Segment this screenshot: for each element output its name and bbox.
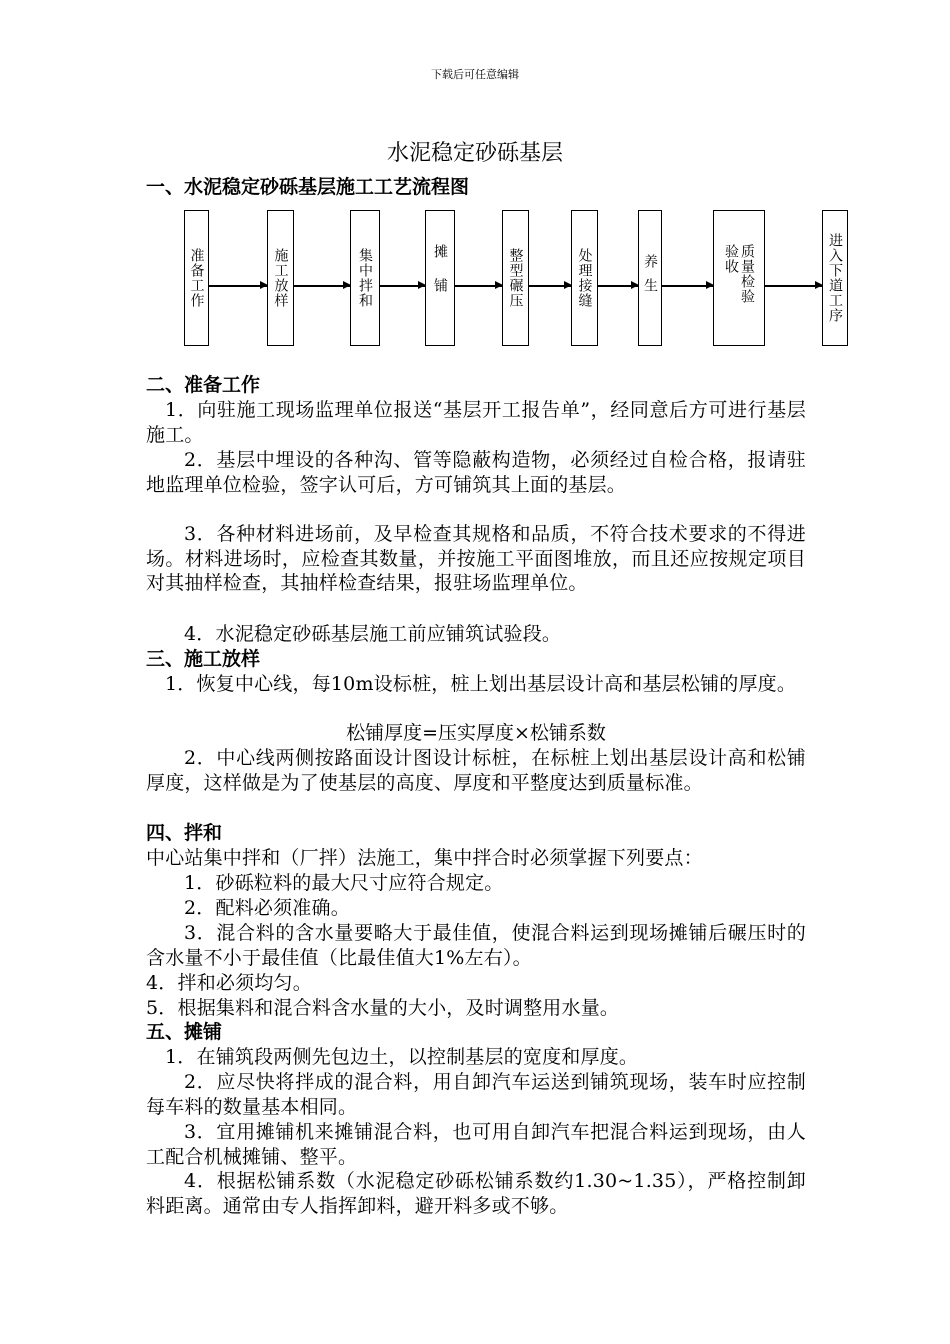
flow-step-label: 施工放样 [272, 248, 289, 308]
flow-arrow [662, 285, 713, 287]
flow-arrow [209, 285, 267, 287]
process-flowchart [0, 0, 950, 360]
section2-paragraph-1: 1．向驻施工现场监理单位报送“基层开工报告单”，经同意后方可进行基层施工。 [146, 399, 806, 446]
section4-intro: 中心站集中拌和（厂拌）法施工，集中拌合时必须掌握下列要点： [146, 847, 703, 869]
section3-paragraph-2: 2．中心线两侧按路面设计图设计标桩，在标桩上划出基层设计高和松铺厚度，这样做是为了使基层的高度、厚度和平整度达到质量标准。 [146, 747, 806, 794]
section4-item-3: 3．混合料的含水量要略大于最佳值，使混合料运到现场摊铺后碾压时的含水量不小于最佳值（比最佳值大1%左右）。 [146, 922, 806, 969]
section3-formula: 松铺厚度=压实厚度×松铺系数 [346, 722, 606, 744]
section5-paragraph-1: 1．在铺筑段两侧先包边土，以控制基层的宽度和厚度。 [165, 1046, 639, 1068]
section2-paragraph-2: 2．基层中埋设的各种沟、管等隐蔽构造物，必须经过自检合格，报请驻地监理单位检验，签字认可后，方可铺筑其上面的基层。 [146, 449, 806, 496]
flow-step-label: 质量检验验收 [723, 244, 755, 304]
flow-step-compaction [502, 210, 529, 346]
flow-step-next-process [822, 210, 848, 346]
flow-step-paving [425, 210, 455, 346]
flow-step-label: 摊铺 [432, 244, 448, 312]
section2-heading: 二、准备工作 [146, 374, 261, 396]
section1-heading: 一、水泥稳定砂砾基层施工工艺流程图 [146, 176, 470, 198]
flow-arrow [529, 285, 571, 287]
section5-heading: 五、摊铺 [146, 1021, 223, 1043]
section4-heading: 四、拌和 [146, 822, 223, 844]
section5-paragraph-4: 4．根据松铺系数（水泥稳定砂砾松铺系数约1.30~1.35），严格控制卸料距离。通常由专人指挥卸料，避开料多或不够。 [146, 1170, 806, 1217]
flow-step-joints [571, 210, 598, 346]
flow-step-label: 处理接缝 [576, 248, 593, 308]
section5-paragraph-3: 3．宜用摊铺机来摊铺混合料，也可用自卸汽车把混合料运到现场，由人工配合机械摊铺、整平。 [146, 1121, 806, 1168]
flow-step-prepare [184, 210, 209, 346]
section2-paragraph-3: 3．各种材料进场前，及早检查其规格和品质，不符合技术要求的不得进场。材料进场时，应检查其数量，并按施工平面图堆放，而且还应按规定项目对其抽样检查，其抽样检查结果，报驻场监理单位。 [146, 523, 806, 594]
section4-item-1: 1．砂砾粒料的最大尺寸应符合规定。 [184, 872, 504, 894]
flow-arrow [765, 285, 822, 287]
section5-paragraph-2: 2．应尽快将拌成的混合料，用自卸汽车运送到铺筑现场，装车时应控制每车料的数量基本相同。 [146, 1071, 806, 1118]
flow-arrow [380, 285, 425, 287]
flow-step-mixing [350, 210, 380, 346]
section4-item-4: 4．拌和必须均匀。 [146, 972, 312, 994]
flow-step-label: 养生 [642, 254, 658, 302]
flow-arrow [598, 285, 638, 287]
section3-paragraph-1: 1．恢复中心线，每10m设标桩，桩上划出基层设计高和基层松铺的厚度。 [165, 673, 797, 695]
section3-heading: 三、施工放样 [146, 648, 261, 670]
flow-step-inspection [713, 210, 765, 346]
document-title: 水泥稳定砂砾基层 [386, 141, 563, 166]
section4-item-2: 2．配料必须准确。 [184, 897, 350, 919]
flow-step-label: 进入下道工序 [827, 233, 843, 323]
flow-step-curing [638, 210, 662, 346]
flow-step-layout [267, 210, 294, 346]
flow-step-label: 集中拌和 [357, 248, 373, 308]
section4-item-5: 5．根据集料和混合料含水量的大小，及时调整用水量。 [146, 997, 620, 1019]
header-note: 下载后可任意编辑 [431, 68, 519, 81]
section2-paragraph-4: 4．水泥稳定砂砾基层施工前应铺筑试验段。 [184, 623, 562, 645]
flow-arrow [455, 285, 502, 287]
flow-arrow [294, 285, 350, 287]
flow-step-label: 准备工作 [188, 248, 205, 308]
flow-step-label: 整型碾压 [507, 248, 524, 308]
